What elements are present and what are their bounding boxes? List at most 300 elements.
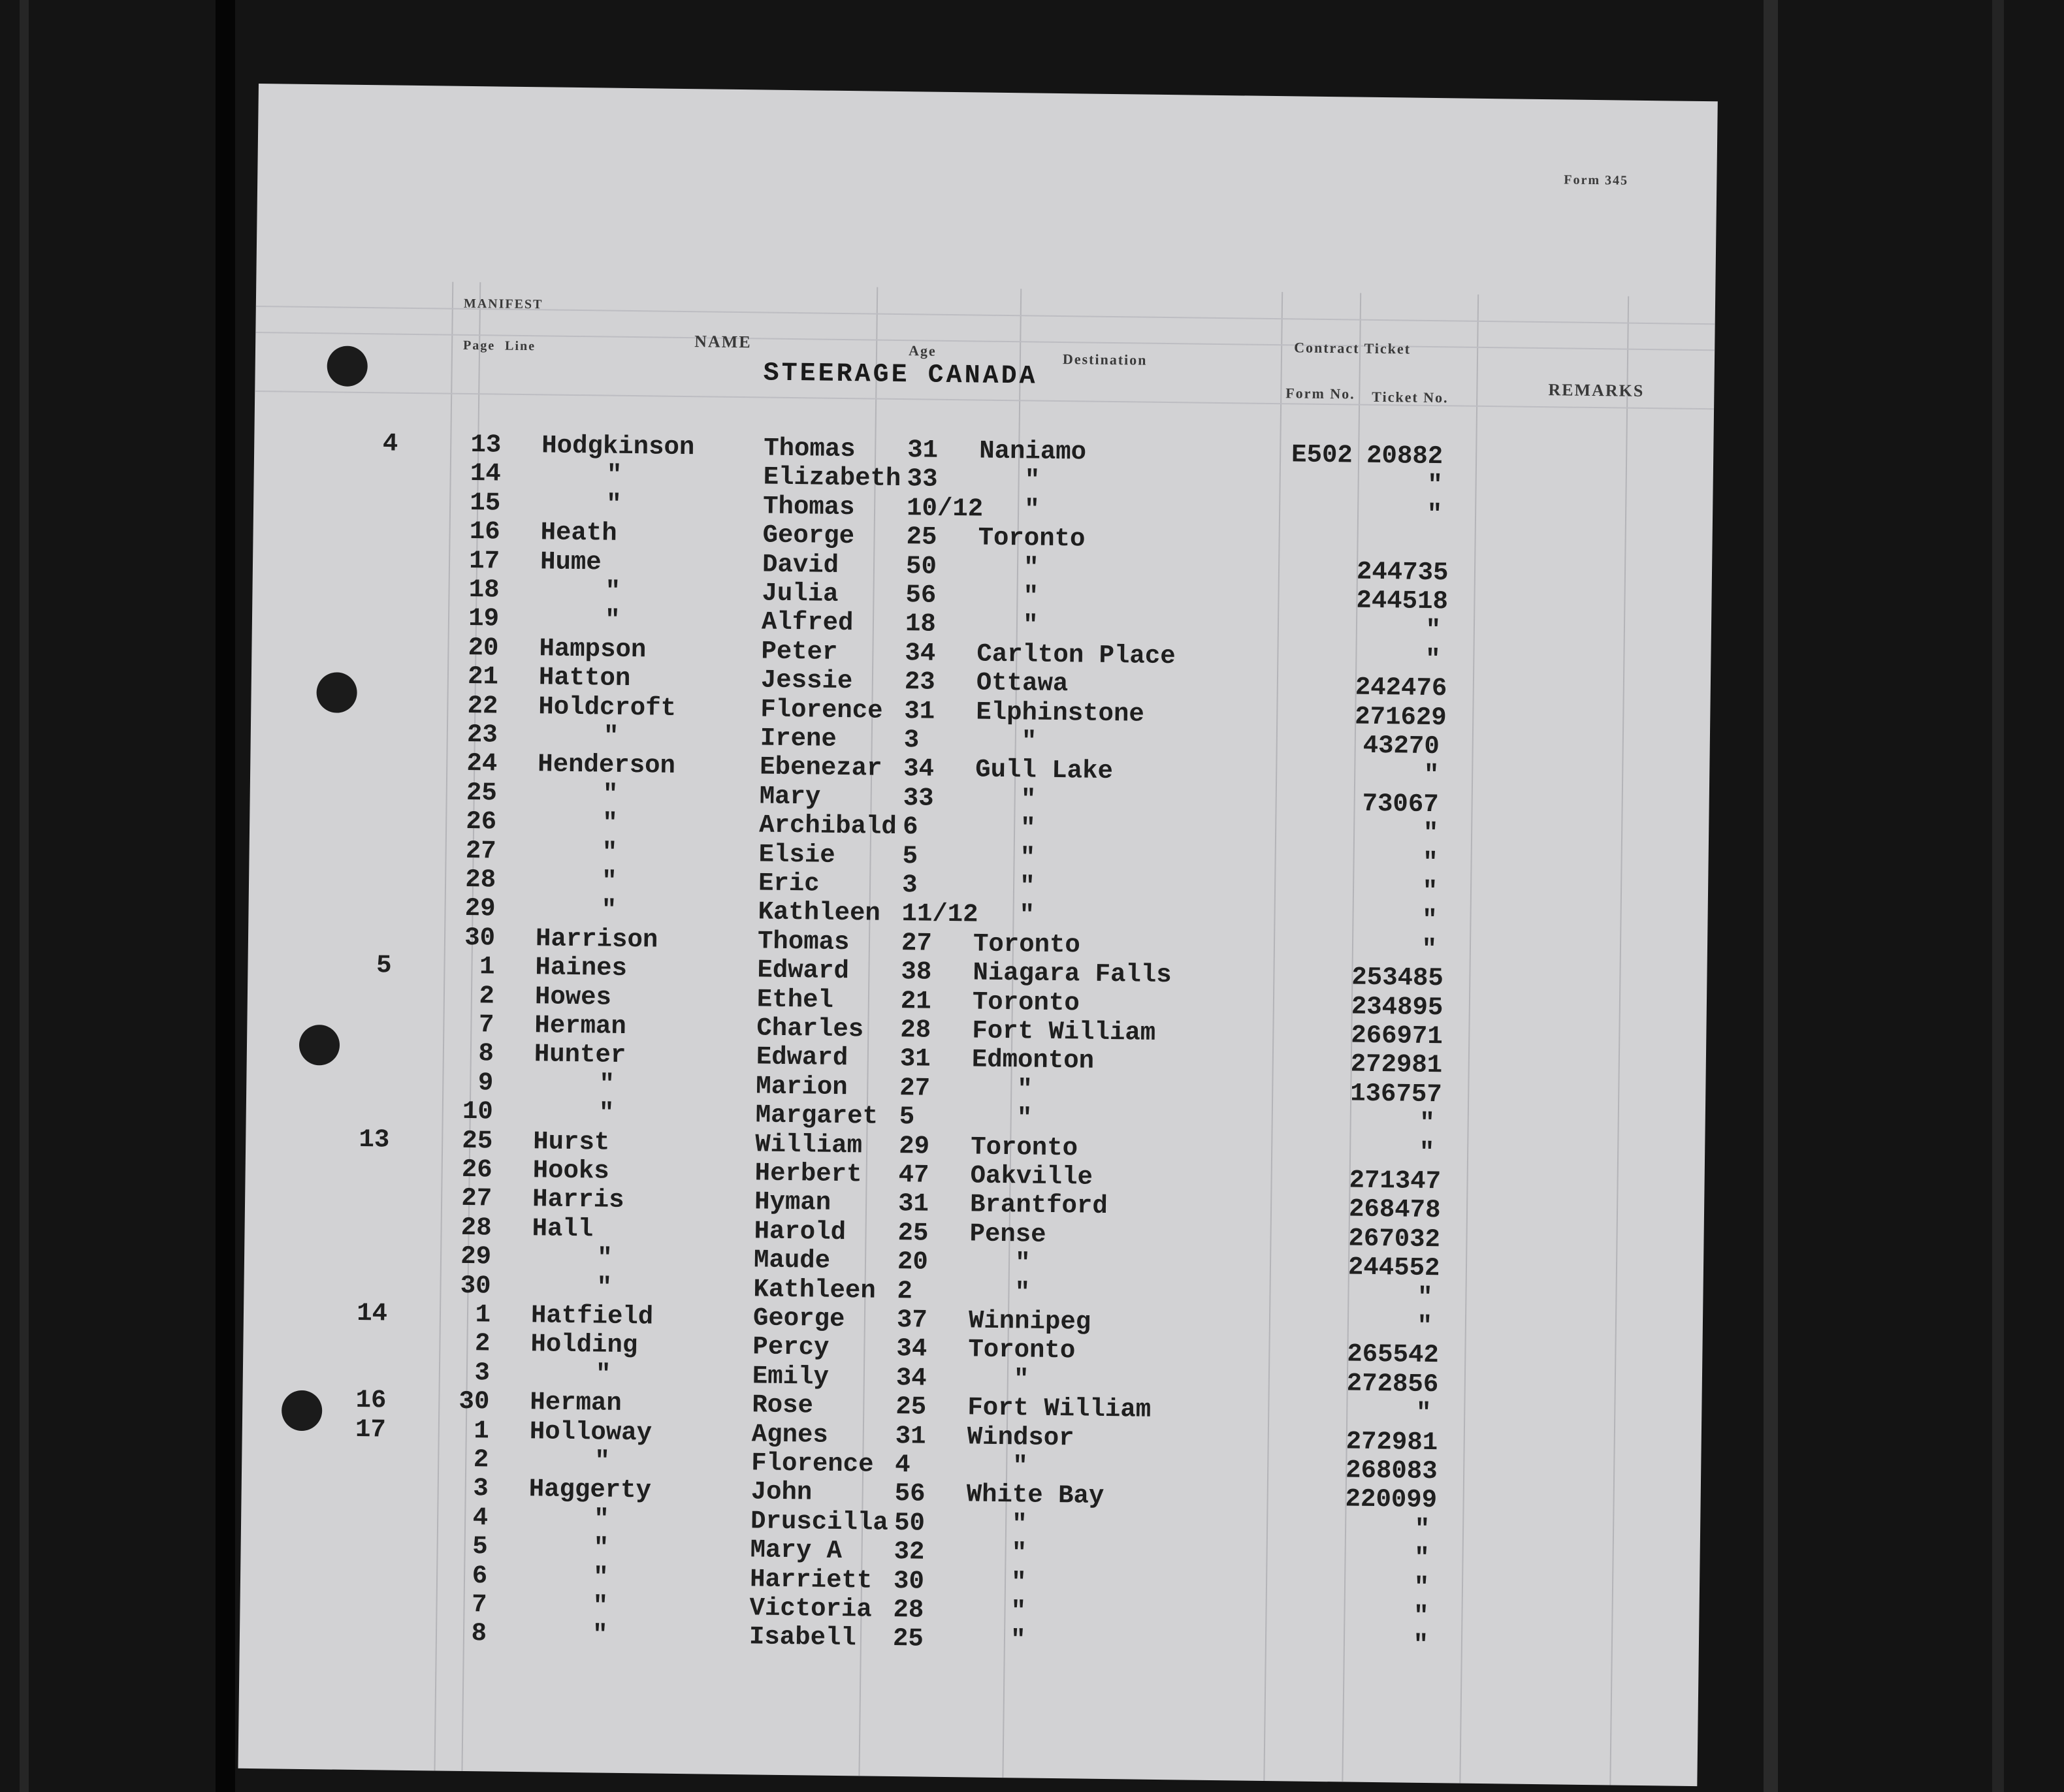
manifest-line-number: 2 <box>474 1329 491 1358</box>
given-name: Florence <box>750 1448 874 1479</box>
surname: " <box>596 1273 613 1302</box>
surname: Heath <box>540 518 617 548</box>
given-name: William <box>754 1130 863 1160</box>
ticket-number: " <box>1413 1631 1429 1660</box>
given-name: David <box>762 550 839 580</box>
surname: Hume <box>540 547 602 577</box>
ticket-number: 271629 <box>1355 702 1447 732</box>
ticket-number: " <box>1421 935 1438 964</box>
destination: Toronto <box>970 1132 1078 1163</box>
manifest-line-number: 14 <box>470 459 501 488</box>
manifest-line-number: 19 <box>468 604 500 633</box>
destination: " <box>1014 1277 1031 1307</box>
destination: Toronto <box>972 987 1080 1018</box>
surname: Holdcroft <box>538 692 677 723</box>
surname: Haggerty <box>528 1475 652 1505</box>
surname: " <box>605 490 622 519</box>
age: 31 <box>897 1189 929 1219</box>
surname: Herman <box>534 1011 627 1041</box>
ticket-number: " <box>1413 1601 1429 1631</box>
given-name: Peter <box>761 637 838 667</box>
punch-hole <box>299 1025 340 1066</box>
age: 3 <box>901 871 918 900</box>
remarks-label: REMARKS <box>1548 380 1645 400</box>
destination: Ottawa <box>976 668 1069 699</box>
given-name: Margaret <box>755 1100 879 1131</box>
manifest-page-number <box>357 1156 389 1157</box>
manifest-line-number: 26 <box>466 807 497 837</box>
age: 27 <box>901 928 933 958</box>
manifest-line-number: 2 <box>473 1445 489 1475</box>
destination: Gull Lake <box>975 755 1114 786</box>
manifest-page-number <box>358 1069 391 1070</box>
ticket-number: " <box>1417 1311 1433 1341</box>
manifest-page-number <box>361 779 394 780</box>
manifest-line-number: 25 <box>466 778 498 808</box>
given-name: Marion <box>756 1072 848 1102</box>
age: 34 <box>895 1363 927 1393</box>
manifest-line-number: 1 <box>479 952 495 982</box>
surname: " <box>598 1098 615 1128</box>
ticket-number: 272981 <box>1346 1427 1438 1457</box>
manifest-line-number: 27 <box>465 836 496 866</box>
surname: Henderson <box>538 750 676 781</box>
ticket-number: 244735 <box>1356 557 1449 587</box>
surname: Herman <box>530 1388 622 1418</box>
age: 21 <box>900 986 931 1016</box>
destination: " <box>1022 611 1039 641</box>
age: 5 <box>902 841 918 871</box>
manifest-page-number <box>360 866 393 867</box>
age: 10/12 <box>906 493 984 524</box>
age: 6 <box>902 812 918 842</box>
manifest-line-number: 25 <box>462 1126 493 1156</box>
destination: " <box>1016 1104 1033 1133</box>
manifest-page-number <box>354 1359 387 1360</box>
destination: " <box>1010 1597 1027 1626</box>
manifest-page-number <box>351 1562 384 1563</box>
manifest-line-number: 16 <box>469 517 500 547</box>
age: 23 <box>904 667 935 697</box>
destination: Toronto <box>973 929 1081 960</box>
age: 28 <box>893 1595 924 1625</box>
manifest-page-number <box>364 489 397 490</box>
ticket-number: 220099 <box>1345 1484 1438 1515</box>
surname: " <box>602 808 618 838</box>
surname: " <box>601 867 617 896</box>
surname: " <box>592 1563 609 1592</box>
manifest-line-number: 2 <box>479 981 495 1011</box>
age: 18 <box>905 609 937 639</box>
given-name: Ethel <box>756 985 834 1015</box>
destination: " <box>1010 1625 1026 1655</box>
manifest-page-number <box>361 837 393 838</box>
destination: Elphinstone <box>976 697 1145 729</box>
manifest-page-number <box>364 518 397 519</box>
manifest-line-number: 17 <box>469 546 500 576</box>
given-name: Alfred <box>761 607 854 638</box>
manifest-page-number: 17 <box>355 1415 387 1445</box>
ticket-number: " <box>1425 645 1441 674</box>
destination: Oakville <box>970 1161 1093 1192</box>
surname: Hampson <box>539 634 647 665</box>
age: 33 <box>907 464 938 494</box>
given-name: Edward <box>757 955 850 986</box>
punch-hole <box>282 1390 323 1432</box>
manifest-page-number <box>359 924 392 925</box>
ticket-number <box>1357 530 1442 532</box>
manifest-line-number: 9 <box>477 1068 494 1098</box>
age: 20 <box>897 1247 929 1277</box>
manifest-line-number: 1 <box>475 1300 491 1330</box>
given-name: Percy <box>752 1332 830 1363</box>
given-name: Victoria <box>749 1593 873 1624</box>
manifest-page-number: 16 <box>355 1386 387 1415</box>
manifest-page-number <box>359 1011 391 1012</box>
ticket-number: 268478 <box>1348 1194 1441 1225</box>
destination: " <box>1020 785 1037 814</box>
ticket-number: " <box>1425 616 1442 645</box>
manifest-line-number: 27 <box>461 1184 492 1213</box>
manifest-line-number: 4 <box>472 1503 489 1533</box>
surname: " <box>596 1243 613 1273</box>
manifest-page-number <box>352 1504 385 1505</box>
manifest-line-number: 6 <box>472 1561 488 1591</box>
surname: " <box>593 1533 609 1563</box>
given-name: Hyman <box>754 1187 831 1218</box>
given-name: Thomas <box>762 492 855 522</box>
surname: Hatton <box>538 663 631 694</box>
destination: Pense <box>969 1219 1046 1249</box>
manifest-line-number: 30 <box>464 923 496 953</box>
surname: " <box>594 1447 610 1476</box>
destination: " <box>1017 1075 1033 1104</box>
given-name: Kathleen <box>758 897 881 929</box>
age: 47 <box>898 1160 929 1190</box>
destination: " <box>1011 1539 1027 1568</box>
destination: Windsor <box>967 1422 1074 1453</box>
age: 29 <box>898 1131 930 1161</box>
age-label: Age <box>908 342 937 359</box>
age: 2 <box>897 1276 913 1305</box>
manifest-page-number: 5 <box>376 951 392 980</box>
destination: " <box>1023 552 1039 583</box>
surname: Haines <box>535 953 628 984</box>
age: 27 <box>899 1073 931 1103</box>
manifest-line-number: 13 <box>470 430 502 460</box>
film-edge-streak <box>20 0 29 1792</box>
age: 3 <box>903 726 920 755</box>
manifest-page-number: 4 <box>382 429 398 458</box>
surname: " <box>593 1505 609 1534</box>
manifest-page-number <box>364 547 396 548</box>
age: 33 <box>903 783 934 813</box>
surname: " <box>592 1592 609 1621</box>
ticket-number: 272981 <box>1350 1049 1443 1080</box>
manifest-line-number: 3 <box>474 1358 491 1388</box>
given-name: Thomas <box>763 434 856 464</box>
manifest-page-number <box>356 1214 389 1215</box>
destination: " <box>1010 1567 1027 1597</box>
destination: " <box>1012 1452 1028 1481</box>
age: 5 <box>899 1102 915 1132</box>
ticket-number: 43270 <box>1363 731 1440 761</box>
manifest-line-number: 20 <box>468 633 499 663</box>
manifest-page-number <box>362 721 395 722</box>
ticket-number: " <box>1421 906 1438 935</box>
age: 34 <box>905 638 936 668</box>
ticket-number: 136757 <box>1349 1079 1442 1110</box>
manifest-page-number: 14 <box>356 1298 388 1328</box>
manifest-line-number: 15 <box>470 488 501 518</box>
ticket-number: " <box>1422 876 1438 906</box>
given-name: John <box>750 1477 813 1507</box>
given-name: Eric <box>758 869 820 899</box>
age: 50 <box>894 1508 926 1538</box>
ticket-number: 266971 <box>1351 1021 1443 1051</box>
surname: " <box>592 1620 608 1650</box>
given-name: Thomas <box>757 927 850 957</box>
age: 56 <box>894 1479 926 1509</box>
destination: Brantford <box>969 1190 1108 1221</box>
ticket-number: " <box>1423 761 1440 790</box>
surname: " <box>599 1070 615 1099</box>
surname: " <box>595 1360 611 1389</box>
manifest-line-number: 8 <box>478 1039 494 1068</box>
ticket-number: " <box>1427 500 1443 529</box>
ticket-number: " <box>1419 1109 1435 1138</box>
given-name: Florence <box>760 695 883 726</box>
age: 25 <box>897 1218 929 1248</box>
destination: " <box>1011 1510 1027 1539</box>
given-name: Isabell <box>749 1622 857 1653</box>
form-number: Form 345 <box>1564 172 1629 188</box>
manifest-line-number: 29 <box>464 894 496 923</box>
manifest-page-number <box>359 982 391 983</box>
given-name: Edward <box>756 1042 848 1073</box>
given-name: Harold <box>754 1217 847 1247</box>
given-name: Elizabeth <box>763 462 901 494</box>
ticket-number: " <box>1413 1543 1430 1573</box>
surname: Hooks <box>532 1156 609 1186</box>
manifest-line-number: 30 <box>460 1271 491 1301</box>
ticket-number: " <box>1423 819 1439 848</box>
manifest-line-number: 10 <box>462 1097 494 1127</box>
form-no-label: Form No. <box>1285 385 1355 402</box>
manifest-line-number: 8 <box>471 1619 487 1648</box>
punch-hole <box>327 345 368 387</box>
ticket-number: " <box>1413 1573 1430 1602</box>
manifest-page <box>238 84 1717 1786</box>
destination: Toronto <box>968 1335 1076 1366</box>
surname: " <box>602 780 619 809</box>
manifest-page-number <box>363 663 395 664</box>
surname: " <box>603 722 619 751</box>
manifest-label: MANIFEST <box>463 296 543 312</box>
surname: Hurst <box>532 1127 610 1157</box>
age: 34 <box>896 1334 927 1364</box>
age: 25 <box>906 522 937 552</box>
manifest-page-number <box>351 1591 384 1592</box>
given-name: George <box>762 520 855 551</box>
manifest-line-number: 23 <box>466 720 498 750</box>
age: 56 <box>905 581 937 610</box>
given-name: Agnes <box>751 1419 829 1450</box>
given-name: Kathleen <box>753 1274 876 1305</box>
ticket-number: 242476 <box>1355 673 1447 703</box>
ticket-number: 271347 <box>1349 1166 1442 1196</box>
manifest-line-number: 7 <box>471 1590 487 1620</box>
age: 4 <box>894 1450 911 1480</box>
destination: Toronto <box>978 523 1086 554</box>
given-name: Harriett <box>749 1564 873 1595</box>
manifest-line-number: 7 <box>478 1010 494 1040</box>
given-name: Irene <box>760 724 837 754</box>
ticket-number: 268083 <box>1345 1456 1438 1486</box>
given-name: Ebenezar <box>759 752 882 784</box>
ticket-number: 253485 <box>1351 963 1444 993</box>
surname: Holloway <box>529 1416 653 1448</box>
surname: Harrison <box>535 924 658 955</box>
manifest-line-number: 30 <box>459 1387 490 1416</box>
line-label: Line <box>504 338 536 354</box>
destination: " <box>1024 466 1040 496</box>
age: 31 <box>899 1044 931 1074</box>
ticket-number: " <box>1414 1514 1430 1544</box>
destination: " <box>1020 842 1036 872</box>
surname: Hall <box>532 1214 594 1244</box>
film-edge-streak <box>1992 0 2004 1792</box>
punch-hole <box>316 672 357 713</box>
manifest-page-number <box>363 634 396 635</box>
given-name: Charles <box>756 1014 864 1044</box>
age: 11/12 <box>901 899 978 929</box>
contract-ticket-label: Contract Ticket <box>1294 339 1411 357</box>
destination-label: Destination <box>1062 351 1148 368</box>
form-number-cell: E502 <box>1291 440 1353 470</box>
surname: Hatfield <box>530 1301 654 1332</box>
destination: " <box>1023 582 1039 611</box>
steerage-title: STEERAGE CANADA <box>763 359 1038 392</box>
given-name: Julia <box>762 579 839 609</box>
destination: Winnipeg <box>968 1306 1091 1337</box>
film-edge-streak <box>216 0 235 1792</box>
ticket-number: " <box>1419 1138 1435 1167</box>
given-name: Mary A <box>750 1535 843 1566</box>
manifest-line-number: 28 <box>465 865 496 895</box>
manifest-page-number <box>353 1446 386 1447</box>
surname: Holding <box>530 1330 638 1360</box>
age: 25 <box>892 1624 924 1654</box>
age: 25 <box>895 1392 927 1422</box>
name-label: NAME <box>694 332 752 352</box>
surname: Hodgkinson <box>541 431 695 462</box>
destination: " <box>1014 1249 1031 1278</box>
surname: Harris <box>532 1185 624 1215</box>
manifest-line-number: 28 <box>460 1213 492 1243</box>
surname: Howes <box>534 982 612 1012</box>
film-edge-streak <box>1764 0 1778 1792</box>
ticket-number: 244518 <box>1356 586 1449 616</box>
given-name: Emily <box>752 1362 830 1392</box>
surname: Hunter <box>534 1040 626 1070</box>
surname: " <box>605 577 621 606</box>
given-name: Elsie <box>758 840 835 870</box>
ticket-number: 73067 <box>1362 789 1439 819</box>
ticket-number: 272856 <box>1346 1369 1439 1400</box>
age: 38 <box>901 957 932 987</box>
destination: Edmonton <box>971 1045 1095 1076</box>
age: 31 <box>895 1421 926 1451</box>
manifest-line-number: 24 <box>466 749 498 778</box>
manifest-line-number: 18 <box>468 575 500 605</box>
destination: " <box>1019 901 1035 930</box>
surname: " <box>602 838 618 867</box>
age: 50 <box>905 551 937 581</box>
ticket-number: " <box>1427 471 1443 500</box>
manifest-line-number: 5 <box>472 1532 488 1561</box>
manifest-line-number: 21 <box>467 662 499 692</box>
given-name: Herbert <box>754 1159 862 1189</box>
surname: " <box>604 605 621 635</box>
age: 34 <box>903 754 935 784</box>
destination: Carlton Place <box>976 639 1176 671</box>
manifest-line-number: 29 <box>460 1242 492 1272</box>
given-name: Archibald <box>758 810 897 842</box>
age: 31 <box>904 696 935 726</box>
ticket-number: 244552 <box>1347 1253 1440 1283</box>
manifest-page-number <box>364 576 396 577</box>
manifest-page-number <box>363 692 395 693</box>
manifest-line-number: 26 <box>461 1155 492 1185</box>
age: 28 <box>900 1016 931 1045</box>
given-name: Maude <box>753 1245 831 1276</box>
ticket-number: " <box>1415 1398 1432 1428</box>
manifest-line-number: 1 <box>474 1416 490 1446</box>
page-label: Page <box>462 338 496 353</box>
destination: Fort William <box>972 1016 1156 1048</box>
destination: Fort William <box>967 1393 1152 1425</box>
ticket-no-label: Ticket No. <box>1372 388 1449 406</box>
age: 32 <box>894 1537 925 1567</box>
destination: White Bay <box>966 1480 1105 1511</box>
destination: " <box>1013 1365 1029 1394</box>
manifest-line-number: 22 <box>467 691 498 721</box>
destination: " <box>1024 495 1040 524</box>
age: 37 <box>896 1305 928 1335</box>
given-name: Jessie <box>760 665 853 696</box>
surname: " <box>606 460 622 490</box>
ticket-number: " <box>1422 848 1438 877</box>
manifest-page-number <box>355 1272 388 1273</box>
ticket-number: " <box>1417 1283 1433 1312</box>
given-name: Druscilla <box>750 1507 889 1537</box>
age: 31 <box>907 436 939 465</box>
given-name: Rose <box>752 1390 814 1420</box>
destination: " <box>1021 727 1037 756</box>
destination: Naniamo <box>978 436 1087 467</box>
ticket-number: 267032 <box>1348 1224 1441 1255</box>
destination: Niagara Falls <box>973 958 1172 990</box>
ticket-number: 265542 <box>1347 1339 1440 1370</box>
given-name: Mary <box>759 782 821 812</box>
ticket-number: 234895 <box>1351 992 1443 1022</box>
surname: " <box>601 895 617 925</box>
destination: " <box>1019 872 1035 901</box>
given-name: George <box>752 1304 845 1334</box>
manifest-page-number: 13 <box>359 1125 390 1155</box>
age: 30 <box>893 1566 925 1596</box>
